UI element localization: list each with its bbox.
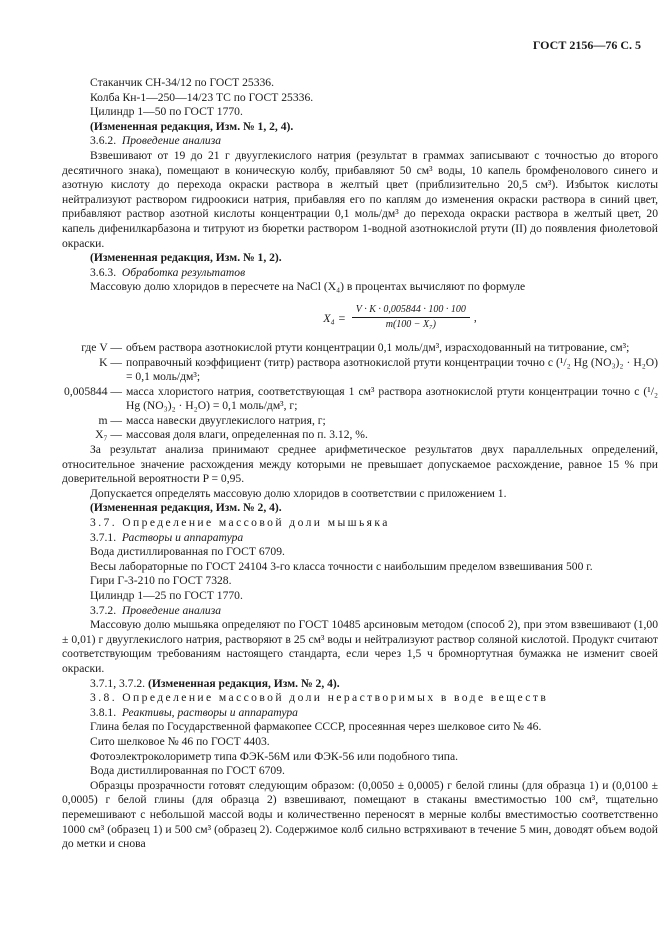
- equipment-line: Цилиндр 1—50 по ГОСТ 1770.: [90, 105, 243, 119]
- definition-row: [58, 428, 658, 443]
- chloride-formula: [142, 301, 658, 335]
- section-number: 3.7.2.: [90, 603, 117, 617]
- section-number: 3.6.3.: [90, 265, 117, 279]
- amendment-sections: 3.7.1, 3.7.2.: [90, 676, 146, 690]
- formula-denominator: m(100 − X₇): [385, 319, 436, 331]
- paragraph: Образцы прозрачности готовят следующим образом: (0,0050 ± 0,0005) г белой глины (для образца 1) и (0,0100 ± 0,0005) г белой глины (для образца 2) взвешивают, помещают в стаканы вместимостью 100 см³, тщательно перемешивают с небольшой массой воды и количественно переносят в мерные колбы вместимостью соответственно 1000 см³ (образец 1) и 500 см³ (образец 2). Содержимое колб сильно встряхивают в течение 5 мин, доводят объем водой до метки и снова: [62, 778, 658, 851]
- definition-row: [58, 341, 658, 356]
- section-heading-3-7-1: [62, 531, 658, 546]
- paragraph: Массовую долю мышьяка определяют по ГОСТ 10485 арсиновым методом (способ 2), при этом взвешивают (1,00 ± 0,01) г двууглекислого натрия, растворяют в 25 см³ воды и нейтрализуют раствор соляной кислотой. Продукт считают соответствующим требованиям настоящего стандарта, если через 1,5 ч бромнортутная бумажка не изменит своей окраски.: [62, 618, 658, 675]
- section-heading-3-8-1: [62, 706, 658, 721]
- definition-symbol: где V —: [81, 340, 122, 354]
- definition-text: объем раствора азотнокислой ртути концентрации 0,1 моль/дм³, израсходованный на титрование, см³;: [126, 340, 630, 354]
- section-title: Растворы и аппаратура: [121, 530, 244, 544]
- definition-symbol: K —: [99, 355, 122, 369]
- formula-comma: ,: [473, 310, 477, 324]
- section-heading-3-7: 3.7. Определение массовой доли мышьяка: [90, 516, 390, 530]
- formula-fraction: [352, 304, 470, 331]
- definition-symbol: m —: [98, 413, 122, 427]
- section-title: Обработка результатов: [121, 265, 246, 279]
- equipment-line: Сито шелковое № 46 по ГОСТ 4403.: [90, 734, 270, 748]
- section-heading-3-8: 3.8. Определение массовой доли нерастворимых в воде веществ: [90, 691, 549, 705]
- definition-text: массовая доля влаги, определенная по п. 3.12, %.: [126, 428, 368, 442]
- section-number: 3.8.1.: [90, 705, 117, 719]
- equipment-line: Цилиндр 1—25 по ГОСТ 1770.: [90, 589, 243, 602]
- definition-symbol: 0,005844 —: [64, 384, 122, 398]
- section-number: 3.7.1.: [90, 530, 117, 544]
- definition-symbol: X₇ —: [95, 428, 122, 442]
- amendment-note: [62, 677, 658, 692]
- section-heading-3-6-3: [62, 266, 658, 281]
- equipment-line: Фотоэлектроколориметр типа ФЭК-56М или ФЭК-56 или подобного типа.: [90, 749, 459, 763]
- section-heading-3-6-2: [62, 134, 658, 149]
- equipment-line: Глина белая по Государственной фармакопее СССР, просеянная через шелковое сито № 46.: [90, 720, 542, 734]
- amendment-text: (Измененная редакция, Изм. № 2, 4).: [147, 676, 340, 690]
- definition-row: [58, 414, 658, 429]
- amendment-note: (Измененная редакция, Изм. № 1, 2, 4).: [90, 119, 294, 133]
- formula-lhs: X₄ =: [323, 310, 346, 325]
- definition-text: поправочный коэффициент (титр) раствора азотнокислой ртути концентрации точно c (¹/₂ Hg (NO₃)₂ · H₂O) = 0,1 моль/дм³;: [126, 355, 658, 384]
- amendment-note: (Измененная редакция, Изм. № 1, 2).: [90, 251, 282, 265]
- equipment-line: Колба Кн-1—250—14/23 ТС по ГОСТ 25336.: [90, 90, 314, 104]
- paragraph: За результат анализа принимают среднее арифметическое результатов двух параллельных определений, относительное значение расхождения между которыми не превышает допускаемое расхождение, равное 15 % при доверительной вероятности P = 0,95.: [62, 443, 658, 486]
- definition-text: масса хлористого натрия, соответствующая 1 см³ раствора азотнокислой ртути концентрации точно c (¹/₂ Hg (NO₃)₂ · H₂O) = 0,1 моль/дм³, г;: [126, 384, 658, 413]
- document-body: [62, 76, 658, 852]
- equipment-line: Гири Г-3-210 по ГОСТ 7328.: [90, 574, 232, 588]
- section-title: Реактивы, растворы и аппаратура: [121, 705, 298, 719]
- paragraph: Взвешивают от 19 до 21 г двууглекислого натрия (результат в граммах записывают с точностью до второго десятичного знака), помещают в коническую колбу, прибавляют 50 см³ воды, 10 капель бромфенолового синего и азотную кислоту до перехода окраски раствора в желтый цвет (приблизительно 20,5 см³). Избыток кислоты нейтрализуют раствором гидроокиси натрия, прибавляя его по каплям до изменения окраски раствора в синий цвет, прибавляют раствор азотной кислоты концентрации 0,1 моль/дм³ до перехода окраски раствора в желтый цвет, 20 капель дифенилкарбазона и титруют из бюретки раствором 1-водной азотнокислой ртути (II) до появления фиолетовой окраски.: [62, 148, 658, 250]
- section-heading-3-7-2: [62, 604, 658, 619]
- section-number: 3.6.2.: [90, 134, 117, 148]
- variable-definitions: [58, 341, 658, 443]
- formula-numerator: V · K · 0,005844 · 100 · 100: [352, 304, 470, 318]
- definition-row: [58, 385, 658, 414]
- definition-text: масса навески двууглекислого натрия, г;: [126, 413, 326, 427]
- equipment-line: Вода дистиллированная по ГОСТ 6709.: [90, 764, 285, 778]
- page-header: ГОСТ 2156—76 С. 5: [532, 38, 641, 52]
- paragraph: Массовую долю хлоридов в пересчете на NaCl (X₄) в процентах вычисляют по формуле: [90, 280, 526, 294]
- section-title: Проведение анализа: [121, 603, 222, 617]
- paragraph: Допускается определять массовую долю хлоридов в соответствии с приложением 1.: [90, 486, 507, 500]
- amendment-note: (Измененная редакция, Изм. № 2, 4).: [90, 501, 282, 515]
- paragraph: Весы лабораторные по ГОСТ 24104 3-го класса точности с наибольшим пределом взвешивания 500 г.: [90, 559, 593, 573]
- definition-row: [58, 356, 658, 385]
- equipment-line: Вода дистиллированная по ГОСТ 6709.: [90, 545, 285, 559]
- equipment-line: Стаканчик СН-34/12 по ГОСТ 25336.: [90, 76, 275, 89]
- section-title: Проведение анализа: [121, 134, 222, 148]
